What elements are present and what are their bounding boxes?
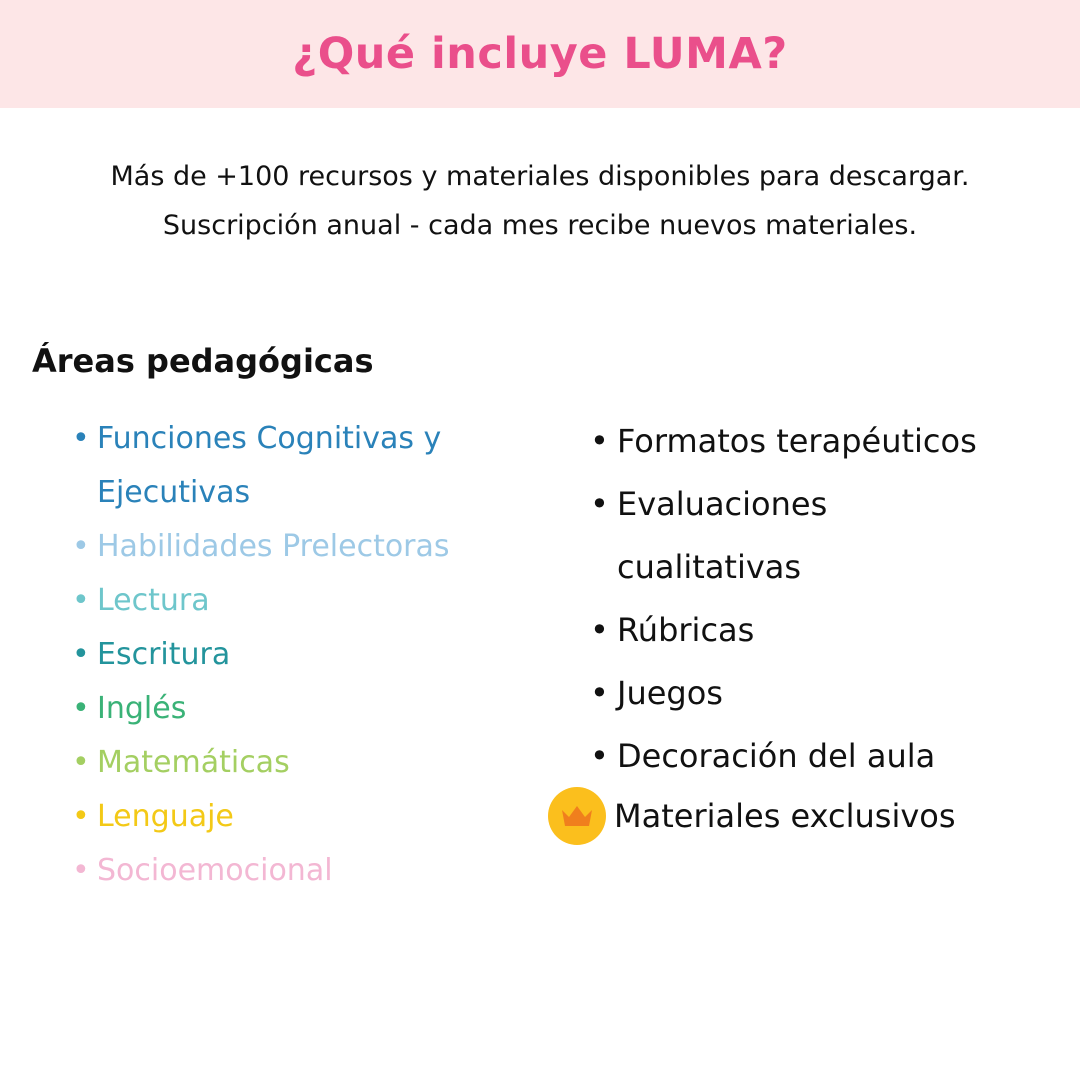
area-item-socioemotional (70, 844, 530, 898)
area-item-cognitive (70, 412, 497, 520)
bullet-icon: • (590, 737, 609, 775)
extra-item-evaluations (588, 473, 917, 599)
extra-label: Decoración del aula (617, 737, 936, 775)
areas-heading: Áreas pedagógicas (32, 342, 374, 380)
extra-item-therapeutic-formats (588, 410, 1068, 473)
intro-line-resources: Más de +100 recursos y materiales disponibles para descargar. (110, 161, 970, 192)
extra-label: Formatos terapéuticos (617, 422, 977, 460)
bullet-icon: • (590, 422, 609, 460)
extras-list (588, 410, 1068, 788)
bullet-icon: • (72, 799, 90, 834)
bullet-icon: • (72, 637, 90, 672)
area-label: Funciones Cognitivas y Ejecutivas (97, 421, 442, 510)
extra-label: Juegos (617, 674, 723, 712)
area-item-math (70, 736, 530, 790)
bullet-icon: • (72, 529, 90, 564)
bullet-icon: • (72, 691, 90, 726)
area-item-writing (70, 628, 530, 682)
area-label: Socioemocional (97, 853, 333, 888)
area-item-english (70, 682, 530, 736)
intro-text (0, 152, 1080, 250)
bullet-icon: • (590, 674, 609, 712)
crown-badge (548, 787, 606, 845)
page-title: ¿Qué incluye LUMA? (292, 29, 788, 79)
area-label: Lenguaje (97, 799, 234, 834)
bullet-icon: • (590, 485, 609, 523)
crown-shape (562, 806, 592, 826)
area-label: Lectura (97, 583, 210, 618)
area-label: Escritura (97, 637, 231, 672)
bullet-icon: • (72, 853, 90, 888)
extra-item-classroom-decor (588, 725, 1068, 788)
bullet-icon: • (72, 745, 90, 780)
areas-list (70, 412, 530, 898)
extra-label: Rúbricas (617, 611, 755, 649)
area-label: Matemáticas (97, 745, 290, 780)
area-label: Inglés (97, 691, 187, 726)
crown-icon (559, 802, 595, 830)
bullet-icon: • (72, 583, 90, 618)
exclusive-materials (548, 786, 956, 846)
area-item-prereading (70, 520, 530, 574)
area-item-reading (70, 574, 530, 628)
bullet-icon: • (72, 421, 90, 456)
bullet-icon: • (590, 611, 609, 649)
area-label: Habilidades Prelectoras (97, 529, 450, 564)
exclusive-label: Materiales exclusivos (614, 797, 956, 835)
area-item-language (70, 790, 530, 844)
extra-item-games (588, 662, 1068, 725)
extra-label: Evaluaciones cualitativas (617, 485, 828, 586)
extra-item-rubrics (588, 599, 1068, 662)
intro-line-subscription: Suscripción anual - cada mes recibe nuevos materiales. (162, 210, 918, 241)
